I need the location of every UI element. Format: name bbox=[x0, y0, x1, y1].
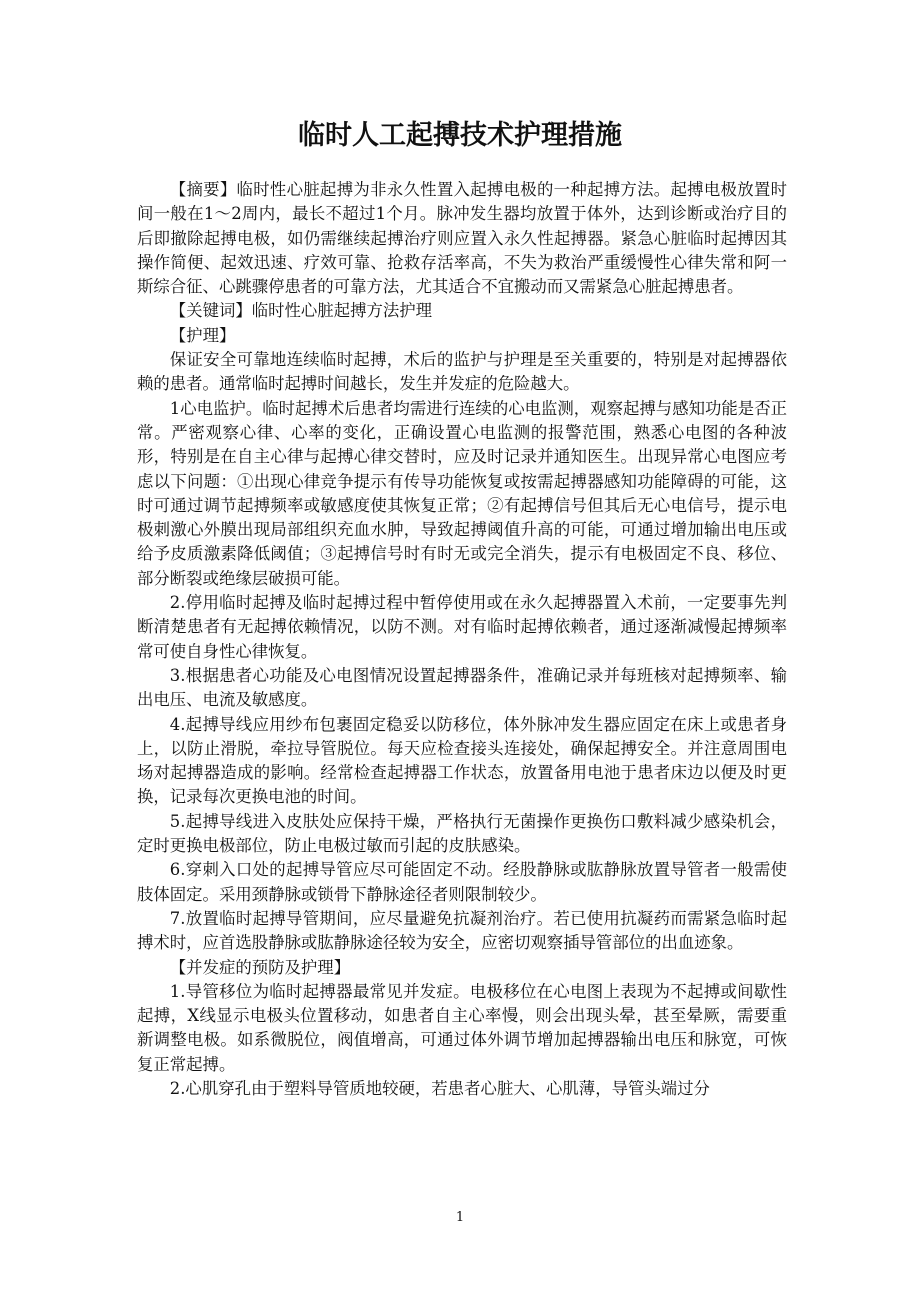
body-paragraph: 3.根据患者心功能及心电图情况设置起搏器条件，准确记录并每班核对起搏频率、输出电压、电流及敏感度。 bbox=[137, 665, 787, 710]
body-paragraph: 6.穿刺入口处的起搏导管应尽可能固定不动。经股静脉或肱静脉放置导管者一般需使肢体固定。采用颈静脉或锁骨下静脉途径者则限制较少。 bbox=[137, 860, 787, 904]
body-paragraph: 1心电监护。临时起搏术后患者均需进行连续的心电监测，观察起搏与感知功能是否正常。严密观察心律、心率的变化，正确设置心电监测的报警范围，熟悉心电图的各种波形，特别是在自主心律与起搏心律交替时，应及时记录并通知医生。出现异常心电图应考虑以下问题：①出现心律竞争提示有传导功能恢复或按需起搏器感知功能障碍的可能，这时可通过调节起搏频率或敏感度使其恢复正常；②有起搏信号但其后无心电信号，提示电极刺激心外膜出现局部组织充血水肿，导致起搏阈值升高的可能，可通过增加输出电压或给予皮质激素降低阈值；③起搏信号时有时无或完全消失，提示有电极固定不良、移位、部分断裂或绝缘层破损可能。 bbox=[137, 398, 787, 588]
body-paragraph: 2.心肌穿孔由于塑料导管质地较硬，若患者心脏大、心肌薄，导管头端过分 bbox=[169, 1078, 710, 1098]
body-paragraph: 5.起搏导线进入皮肤处应保持干燥，严格执行无菌操作更换伤口敷料减少感染机会，定时更换电极部位，防止电极过敏而引起的皮肤感染。 bbox=[137, 811, 787, 856]
document-body bbox=[137, 178, 787, 1101]
body-paragraph: 1.导管移位为临时起搏器最常见并发症。电极移位在心电图上表现为不起搏或间歇性起搏，X线显示电极头位置移动，如患者自主心率慢，则会出现头晕，甚至晕厥，需要重新调整电极。如系微脱位，阀值增高，可通过体外调节增加起搏器输出电压和脉宽，可恢复正常起搏。 bbox=[137, 981, 787, 1074]
body-paragraph: 保证安全可靠地连续临时起搏，术后的监护与护理是至关重要的，特别是对起搏器依赖的患者。通常临时起搏时间越长，发生并发症的危险越大。 bbox=[137, 350, 787, 394]
section-heading-complications: 【并发症的预防及护理】 bbox=[169, 957, 351, 977]
body-paragraph: 7.放置临时起搏导管期间，应尽量避免抗凝剂治疗。若已使用抗凝药而需紧急临时起搏术时，应首选股静脉或肱静脉途径较为安全，应密切观察插导管部位的出血迹象。 bbox=[137, 908, 787, 953]
document-title: 临时人工起搏技术护理措施 bbox=[298, 120, 622, 151]
body-paragraph: 2.停用临时起搏及临时起搏过程中暂停使用或在永久起搏器置入术前，一定要事先判断清楚患者有无起搏依赖情况，以防不测。对有临时起搏依赖者，通过逐渐减慢起搏频率常可使自身性心律恢复。 bbox=[137, 593, 787, 661]
page-number: 1 bbox=[455, 1210, 465, 1225]
keywords-paragraph: 【关键词】临时性心脏起搏方法护理 bbox=[169, 301, 433, 321]
body-paragraph: 4.起搏导线应用纱布包裹固定稳妥以防移位，体外脉冲发生器应固定在床上或患者身上，以防止滑脱，牵拉导管脱位。每天应检查接头连接处，确保起搏安全。并注意周围电场对起搏器造成的影响。经常检查起搏器工作状态，放置备用电池于患者床边以便及时更换，记录每次更换电池的时间。 bbox=[137, 714, 787, 807]
abstract-paragraph: 【摘要】临时性心脏起搏为非永久性置入起搏电极的一种起搏方法。起搏电极放置时间一般在1～2周内，最长不超过1个月。脉冲发生器均放置于体外，达到诊断或治疗目的后即撤除起搏电极，如仍需继续起搏治疗则应置入永久性起搏器。紧急心脏临时起搏因其操作简便、起效迅速、疗效可靠、抢救存活率高，不失为救治严重缓慢性心律失常和阿一斯综合征、心跳骤停患者的可靠方法，尤其适合不宜搬动而又需紧急心脏起搏患者。 bbox=[137, 180, 787, 297]
section-heading-nursing: 【护理】 bbox=[169, 325, 236, 345]
